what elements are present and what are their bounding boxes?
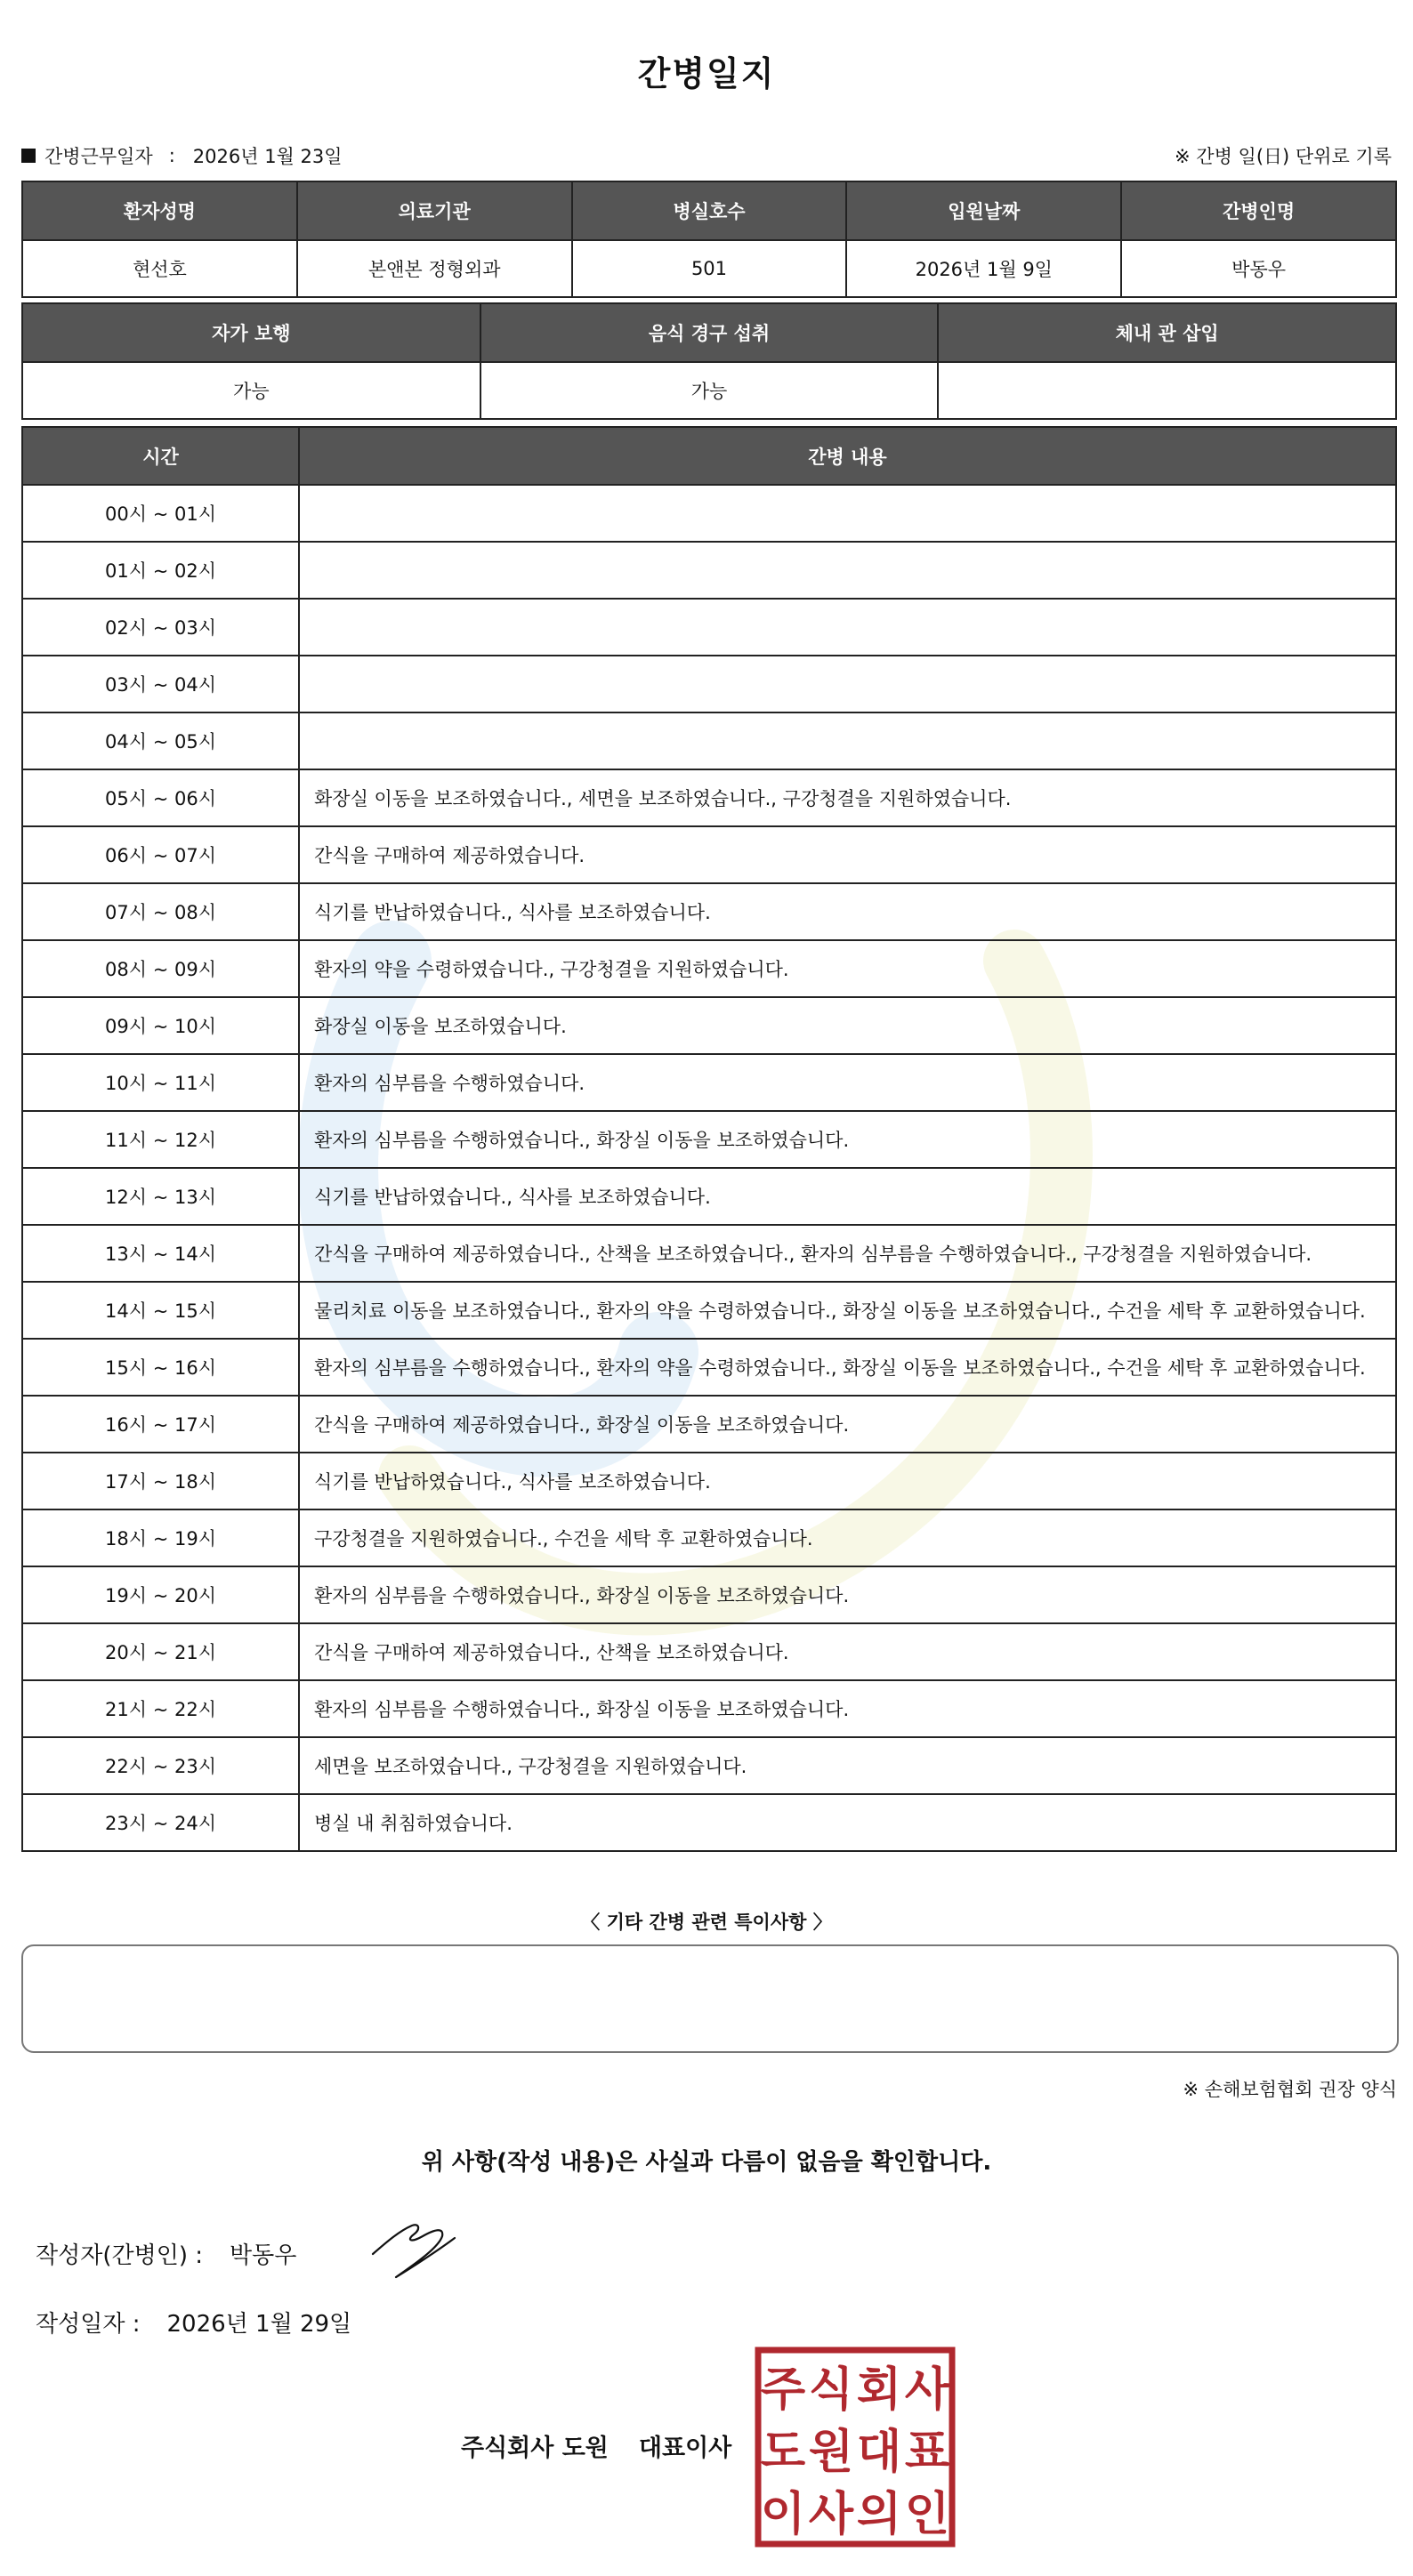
log-time-cell: 01시 ~ 02시 <box>22 542 299 599</box>
header-hospital: 의료기관 <box>297 181 572 240</box>
patient-value-row <box>22 240 1396 297</box>
log-row <box>22 599 1396 656</box>
log-time-cell: 11시 ~ 12시 <box>22 1111 299 1168</box>
company-seal-stamp <box>755 2347 956 2548</box>
seal-character: 회 <box>856 2363 902 2417</box>
log-row <box>22 1339 1396 1396</box>
log-content-cell <box>299 712 1396 769</box>
seal-character: 도 <box>760 2426 806 2479</box>
work-date-colon: : <box>168 145 175 166</box>
log-row <box>22 1453 1396 1509</box>
log-row <box>22 1794 1396 1851</box>
log-time-cell: 09시 ~ 10시 <box>22 997 299 1054</box>
log-time-cell: 03시 ~ 04시 <box>22 656 299 712</box>
log-content-cell <box>299 542 1396 599</box>
log-row <box>22 940 1396 997</box>
oral-intake-value: 가능 <box>480 362 939 419</box>
seal-character: 사 <box>808 2488 854 2541</box>
square-bullet-icon <box>21 149 36 163</box>
log-content-cell: 간식을 구매하여 제공하였습니다., 산책을 보조하였습니다., 환자의 심부름을 수행하였습니다., 구강청결을 지원하였습니다. <box>299 1225 1396 1282</box>
log-content-cell: 간식을 구매하여 제공하였습니다., 산책을 보조하였습니다. <box>299 1623 1396 1680</box>
seal-character: 주 <box>760 2363 806 2417</box>
log-content-cell <box>299 656 1396 712</box>
log-time-cell: 07시 ~ 08시 <box>22 883 299 940</box>
log-row <box>22 883 1396 940</box>
seal-character: 이 <box>760 2488 806 2541</box>
header-patient-name: 환자성명 <box>22 181 297 240</box>
header-caregiver-name: 간병인명 <box>1121 181 1396 240</box>
log-row <box>22 712 1396 769</box>
log-time-cell: 00시 ~ 01시 <box>22 485 299 542</box>
log-row <box>22 1566 1396 1623</box>
log-content-cell: 화장실 이동을 보조하였습니다., 세면을 보조하였습니다., 구강청결을 지원하였습니다. <box>299 769 1396 826</box>
recommend-note: ※ 손해보험협회 권장 양식 <box>1183 2079 1397 2100</box>
log-content-cell: 환자의 약을 수령하였습니다., 구강청결을 지원하였습니다. <box>299 940 1396 997</box>
log-content-cell: 환자의 심부름을 수행하였습니다., 화장실 이동을 보조하였습니다. <box>299 1680 1396 1737</box>
log-time-cell: 20시 ~ 21시 <box>22 1623 299 1680</box>
log-content-cell: 환자의 심부름을 수행하였습니다., 화장실 이동을 보조하였습니다. <box>299 1111 1396 1168</box>
log-row <box>22 1396 1396 1453</box>
log-row <box>22 1282 1396 1339</box>
company-title: 대표이사 <box>638 2435 732 2462</box>
log-row <box>22 1168 1396 1225</box>
care-log-table <box>21 426 1397 1852</box>
log-time-cell: 06시 ~ 07시 <box>22 826 299 883</box>
log-content-cell: 식기를 반납하였습니다., 식사를 보조하였습니다. <box>299 883 1396 940</box>
log-row <box>22 997 1396 1054</box>
seal-character: 인 <box>904 2488 950 2541</box>
room-number-value: 501 <box>572 240 847 297</box>
patient-status-table <box>21 302 1397 420</box>
log-row <box>22 1623 1396 1680</box>
confirm-statement: 위 사항(작성 내용)은 사실과 다름이 없음을 확인합니다. <box>421 2149 992 2176</box>
log-time-cell: 15시 ~ 16시 <box>22 1339 299 1396</box>
log-row <box>22 1680 1396 1737</box>
log-content-cell: 간식을 구매하여 제공하였습니다., 화장실 이동을 보조하였습니다. <box>299 1396 1396 1453</box>
log-content-cell: 화장실 이동을 보조하였습니다. <box>299 997 1396 1054</box>
writer-row <box>36 2237 296 2270</box>
log-row <box>22 769 1396 826</box>
hospital-value: 본앤본 정형외과 <box>297 240 572 297</box>
log-time-cell: 18시 ~ 19시 <box>22 1509 299 1566</box>
patient-info-table <box>21 181 1397 298</box>
seal-character: 대 <box>856 2426 902 2479</box>
log-header-row <box>22 427 1396 485</box>
seal-character: 식 <box>808 2363 854 2417</box>
log-content-cell <box>299 599 1396 656</box>
written-date-label: 작성일자 : <box>36 2311 141 2338</box>
log-time-cell: 19시 ~ 20시 <box>22 1566 299 1623</box>
log-content-cell: 간식을 구매하여 제공하였습니다. <box>299 826 1396 883</box>
log-time-cell: 02시 ~ 03시 <box>22 599 299 656</box>
document-title: 간병일지 <box>637 54 776 93</box>
log-row <box>22 1054 1396 1111</box>
log-content-cell: 병실 내 취침하였습니다. <box>299 1794 1396 1851</box>
patient-name-value: 현선호 <box>22 240 297 297</box>
seal-character: 원 <box>808 2426 854 2479</box>
log-row <box>22 1509 1396 1566</box>
unit-note: ※ 간병 일(日) 단위로 기록 <box>1175 146 1392 167</box>
written-date-value: 2026년 1월 29일 <box>166 2311 352 2338</box>
header-room-number: 병실호수 <box>572 181 847 240</box>
log-row <box>22 1111 1396 1168</box>
log-body <box>22 485 1396 1851</box>
caregiver-name-value: 박동우 <box>1121 240 1396 297</box>
log-time-cell: 08시 ~ 09시 <box>22 940 299 997</box>
log-content-cell: 구강청결을 지원하였습니다., 수건을 세탁 후 교환하였습니다. <box>299 1509 1396 1566</box>
log-time-cell: 22시 ~ 23시 <box>22 1737 299 1794</box>
log-time-cell: 10시 ~ 11시 <box>22 1054 299 1111</box>
header-tube-insertion: 체내 관 삽입 <box>938 303 1396 362</box>
status-value-row <box>22 362 1396 419</box>
work-date-label: 간병근무일자 <box>44 146 153 167</box>
log-row <box>22 485 1396 542</box>
status-header-row <box>22 303 1396 362</box>
log-row <box>22 542 1396 599</box>
log-time-cell: 13시 ~ 14시 <box>22 1225 299 1282</box>
header-oral-intake: 음식 경구 섭취 <box>480 303 939 362</box>
log-content-cell: 세면을 보조하였습니다., 구강청결을 지원하였습니다. <box>299 1737 1396 1794</box>
header-admission-date: 입원날짜 <box>846 181 1121 240</box>
log-time-cell: 14시 ~ 15시 <box>22 1282 299 1339</box>
log-content-cell: 식기를 반납하였습니다., 식사를 보조하였습니다. <box>299 1168 1396 1225</box>
work-date-group <box>21 142 343 169</box>
company-signature <box>461 2428 731 2463</box>
meta-row <box>21 142 1392 167</box>
log-row <box>22 826 1396 883</box>
log-time-cell: 21시 ~ 22시 <box>22 1680 299 1737</box>
header-time: 시간 <box>22 427 299 485</box>
log-time-cell: 23시 ~ 24시 <box>22 1794 299 1851</box>
log-row <box>22 1737 1396 1794</box>
admission-date-value: 2026년 1월 9일 <box>846 240 1121 297</box>
log-content-cell: 식기를 반납하였습니다., 식사를 보조하였습니다. <box>299 1453 1396 1509</box>
writer-label: 작성자(간병인) : <box>36 2242 204 2269</box>
log-content-cell <box>299 485 1396 542</box>
log-time-cell: 04시 ~ 05시 <box>22 712 299 769</box>
seal-character: 표 <box>904 2426 950 2479</box>
self-walking-value: 가능 <box>22 362 480 419</box>
log-time-cell: 17시 ~ 18시 <box>22 1453 299 1509</box>
signature-image <box>369 2215 476 2286</box>
company-name: 주식회사 도원 <box>461 2435 609 2462</box>
log-row <box>22 1225 1396 1282</box>
log-content-cell: 환자의 심부름을 수행하였습니다., 환자의 약을 수령하였습니다., 화장실 이동을 보조하였습니다., 수건을 세탁 후 교환하였습니다. <box>299 1339 1396 1396</box>
log-row <box>22 656 1396 712</box>
seal-character: 의 <box>856 2488 902 2541</box>
notes-title: 〈 기타 간병 관련 특이사항 〉 <box>581 1912 832 1933</box>
log-time-cell: 12시 ~ 13시 <box>22 1168 299 1225</box>
header-care-content: 간병 내용 <box>299 427 1396 485</box>
notes-box <box>21 1944 1399 2053</box>
tube-insertion-value <box>938 362 1396 419</box>
writer-name: 박동우 <box>230 2242 297 2269</box>
written-date-row <box>36 2306 351 2339</box>
log-content-cell: 환자의 심부름을 수행하였습니다., 화장실 이동을 보조하였습니다. <box>299 1566 1396 1623</box>
log-content-cell: 물리치료 이동을 보조하였습니다., 환자의 약을 수령하였습니다., 화장실 이동을 보조하였습니다., 수건을 세탁 후 교환하였습니다. <box>299 1282 1396 1339</box>
log-time-cell: 16시 ~ 17시 <box>22 1396 299 1453</box>
patient-header-row <box>22 181 1396 240</box>
work-date-value: 2026년 1월 23일 <box>192 146 343 167</box>
seal-character: 사 <box>904 2363 950 2417</box>
log-time-cell: 05시 ~ 06시 <box>22 769 299 826</box>
header-self-walking: 자가 보행 <box>22 303 480 362</box>
log-content-cell: 환자의 심부름을 수행하였습니다. <box>299 1054 1396 1111</box>
